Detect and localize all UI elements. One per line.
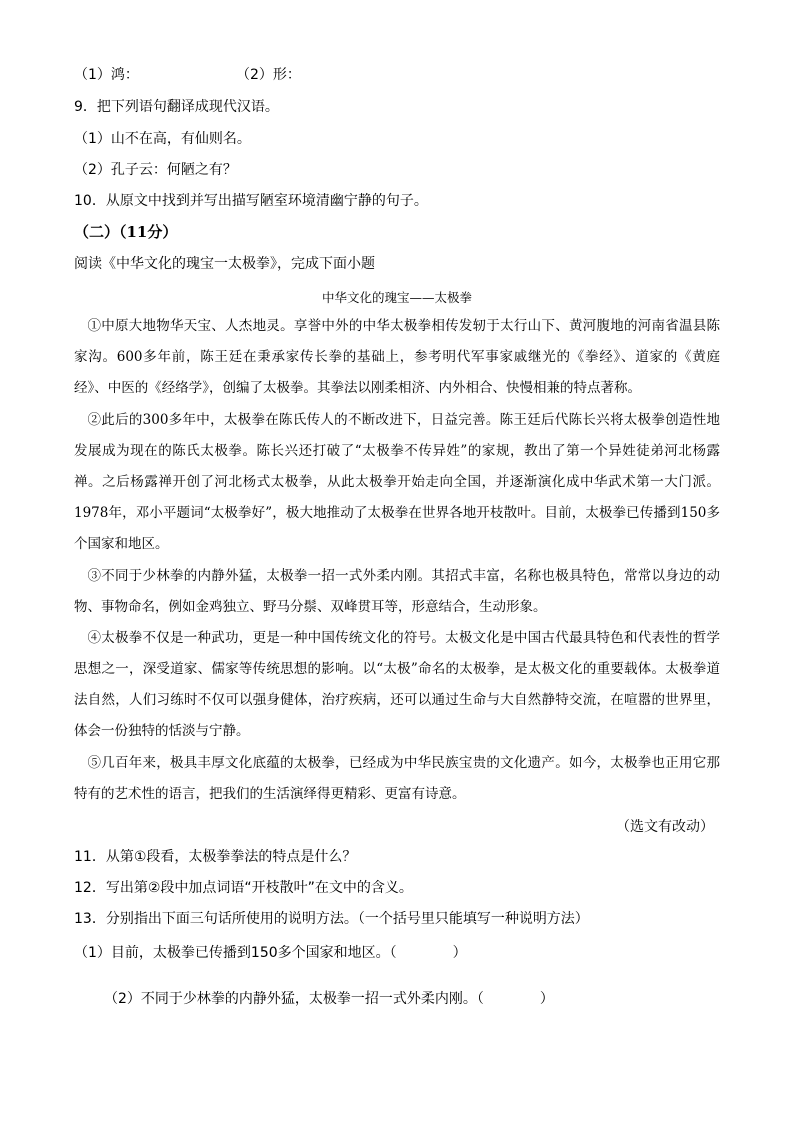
q13-item-1 xyxy=(74,944,467,962)
q10-stem: 10．从原文中找到并写出描写陋室环境清幽宁静的句子。 xyxy=(74,193,428,209)
q13-item-1-blank[interactable]: 。（ ） xyxy=(375,945,467,961)
q12-stem: 12．写出第②段中加点词语“开枝散叶”在文中的含义。 xyxy=(74,880,413,896)
q8-item-1: （1）鸿： xyxy=(74,67,139,83)
q9-stem: 9．把下列语句翻译成现代汉语。 xyxy=(74,99,279,115)
article-paragraph-5: ⑤几百年来，极具丰厚文化底蕴的太极拳，已经成为中华民族宝贵的文化遗产。如今，太极拳也正用它那特有的艺术性的语言，把我们的生活演绎得更精彩、更富有诗意。 xyxy=(74,755,720,802)
q11-stem: 11．从第①段看，太极拳拳法的特点是什么？ xyxy=(74,849,357,865)
q9-item-2: （2）孔子云：何陋之有？ xyxy=(74,162,237,178)
article-title: 中华文化的瑰宝——太极拳 xyxy=(321,290,472,305)
article-paragraph-1: ①中原大地物华天宝、人杰地灵。享誉中外的中华太极拳相传发轫于太行山下、黄河腹地的河南省温县陈家沟。600多年前，陈王廷在秉承家传长拳的基础上，参考明代军事家戚继光的《拳经》、道家的《黄庭经》、中医的《经络学》，创编了太极拳。其拳法以刚柔相济、内外相合、快慢相兼的特点著称。 xyxy=(74,318,720,396)
q13-item-1-text: （1）目前，太极拳已传播到150多个国家和地区 xyxy=(74,945,376,961)
q9-item-1: （1）山不在高，有仙则名。 xyxy=(74,131,251,147)
q8-item-2: （2）形： xyxy=(236,67,301,83)
source-note: （选文有改动） xyxy=(616,819,714,835)
q13-stem: 13．分别指出下面三句话所使用的说明方法。（一个括号里只能填写一种说明方法） xyxy=(74,911,589,927)
reading-instruction: 阅读《中华文化的瑰宝一太极拳》，完成下面小题 xyxy=(74,256,375,272)
section-heading: （二）（11分） xyxy=(74,223,178,241)
q13-item-2: （2）不同于少林拳的内静外猛，太极拳一招一式外柔内刚。（ ） xyxy=(104,991,554,1007)
article-paragraph-4: ④太极拳不仅是一种武功，更是一种中国传统文化的符号。太极文化是中国古代最具特色和代表性的哲学思想之一，深受道家、儒家等传统思想的影响。以“太极”命名的太极拳，是太极文化的重要载体。太极拳道法自然，人们习练时不仅可以强身健体，治疗疾病，还可以通过生命与大自然静特交流，在喧嚣的世界里，体会一份独特的恬淡与宁静。 xyxy=(74,630,720,739)
article-paragraph-2: ②此后的300多年中，太极拳在陈氏传人的不断改进下，日益完善。陈王廷后代陈长兴将太极拳创造性地发展成为现在的陈氏太极拳。陈长兴还打破了“太极拳不传异姓”的家规，教出了第一个异姓徒弟河北杨露禅。之后杨露禅开创了河北杨式太极拳，从此太极拳开始走向全国，并逐渐演化成中华武术第一大门派。1978年，邓小平题词“太极拳好”，极大地推动了太极拳在世界各地开枝散叶。目前，太极拳已传播到150多个国家和地区。 xyxy=(74,412,720,552)
article-paragraph-3: ③不同于少林拳的内静外猛，太极拳一招一式外柔内刚。其招式丰富，名称也极具特色，常常以身边的动物、事物命名，例如金鸡独立、野马分鬃、双峰贯耳等，形意结合，生动形象。 xyxy=(74,568,720,615)
